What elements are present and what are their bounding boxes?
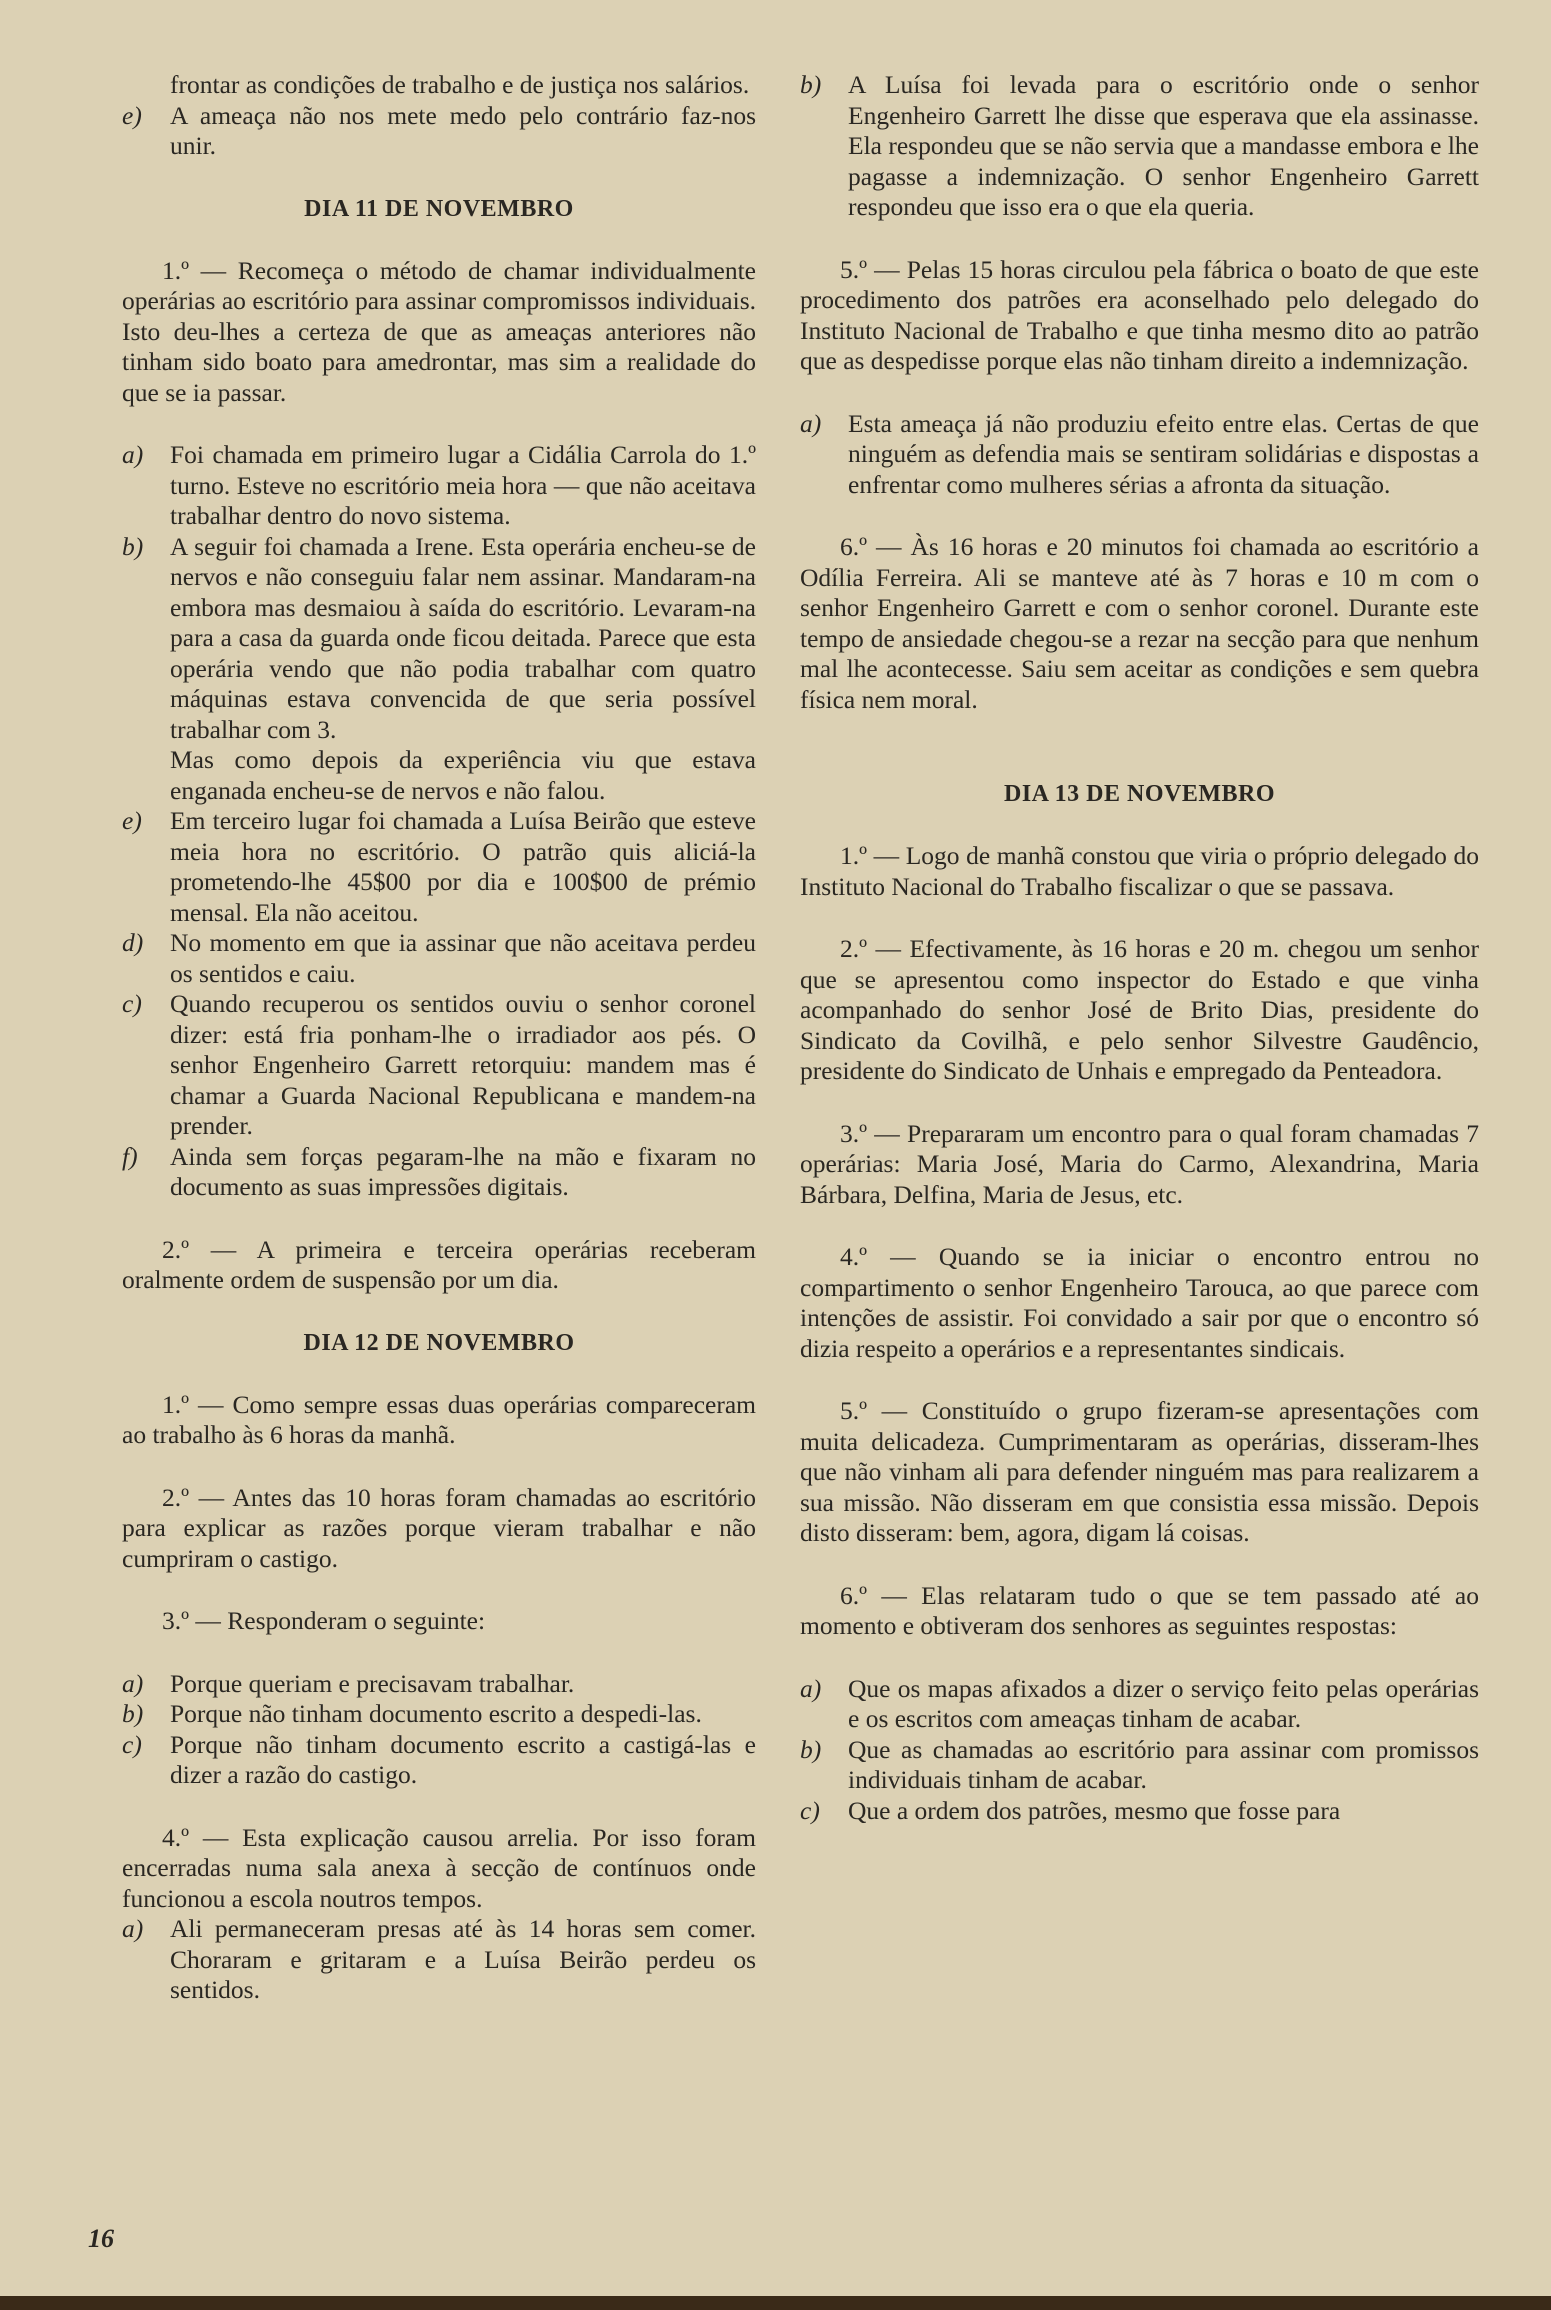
paragraph: 4.º — Esta explicação causou arrelia. Por isso foram encerradas numa sala anexa à secção de contínuos onde funcionou a escola noutros tempos. bbox=[122, 1822, 756, 1913]
list-text: A Luísa foi levada para o escritório onde o senhor Engenheiro Garrett lhe disse que esperava que ela assinasse. Ela respondeu que se não servia que a mandasse embora e lhe pagasse a indemnização. O senhor Engenheiro Garrett respondeu que isso era o que ela queria. bbox=[848, 70, 1479, 221]
list-item bbox=[122, 806, 756, 928]
list-label: a) bbox=[122, 440, 144, 469]
right-column bbox=[800, 70, 1479, 1826]
paragraph: 5.º — Constituído o grupo fizeram-se apresentações com muita delicadeza. Cumprimentaram as operárias, disseram-lhes que não vinham ali para defender ninguém mas para realizarem a sua missão. Não disseram em que consistia essa missão. Depois disto disseram: bem, agora, digam lá coisas. bbox=[800, 1396, 1479, 1547]
list-text: Foi chamada em primeiro lugar a Cidália Carrola do 1.º turno. Esteve no escritório meia hora — que não aceitava trabalhar dentro do novo sistema. bbox=[170, 440, 756, 530]
list-item bbox=[122, 101, 756, 162]
list-item bbox=[122, 989, 756, 1142]
list-label: b) bbox=[800, 70, 822, 99]
paragraph: 2.º — Antes das 10 horas foram chamadas ao escritório para explicar as razões porque vieram trabalhar e não cumpriram o castigo. bbox=[122, 1482, 756, 1573]
paragraph: 3.º — Prepararam um encontro para o qual foram chamadas 7 operárias: Maria José, Maria do Carmo, Alexandrina, Maria Bárbara, Delfina, Maria de Jesus, etc. bbox=[800, 1118, 1479, 1209]
list-item bbox=[122, 532, 756, 746]
list-item bbox=[122, 928, 756, 989]
section-heading-dia-11: DIA 11 DE NOVEMBRO bbox=[304, 195, 574, 222]
paragraph: 1.º — Logo de manhã constou que viria o próprio delegado do Instituto Nacional do Trabalho fiscalizar o que se passava. bbox=[800, 841, 1479, 901]
list-text: Esta ameaça já não produziu efeito entre elas. Certas de que ninguém as defendia mais se sentiram solidárias e dispostas a enfrentar como mulheres sérias a afronta da situação. bbox=[848, 408, 1479, 499]
list-item bbox=[122, 1669, 756, 1700]
list-label: c) bbox=[122, 989, 142, 1018]
section-heading-dia-13: DIA 13 DE NOVEMBRO bbox=[1003, 781, 1276, 807]
list-label: a) bbox=[800, 408, 822, 438]
list-text: Porque não tinham documento escrito a castigá-las e dizer a razão do castigo. bbox=[170, 1729, 756, 1789]
list-item bbox=[800, 1674, 1479, 1735]
list-item bbox=[122, 1142, 756, 1203]
list-text: A ameaça não nos mete medo pelo contrário faz-nos unir. bbox=[170, 100, 756, 160]
paragraph: 3.º — Responderam o seguinte: bbox=[162, 1606, 486, 1635]
paragraph: 1.º — Recomeça o método de chamar individualmente operárias ao escritório para assinar compromissos individuais. Isto deu-lhes a certeza de que as ameaças anteriores não tinham sido boato para amedrontar, mas sim a realidade do que se ia passar. bbox=[122, 255, 756, 407]
list-text: Em terceiro lugar foi chamada a Luísa Beirão que esteve meia hora no escritório. O patrão quis aliciá-la prometendo-lhe 45$00 por dia e 100$00 de prémio mensal. Ela não aceitou. bbox=[170, 806, 756, 927]
list-item bbox=[122, 1914, 756, 2006]
list-label: c) bbox=[800, 1795, 820, 1825]
paragraph: 1.º — Como sempre essas duas operárias compareceram ao trabalho às 6 horas da manhã. bbox=[122, 1389, 756, 1449]
list-label: e) bbox=[122, 100, 142, 130]
list-label: a) bbox=[122, 1914, 144, 1943]
list-item bbox=[800, 70, 1479, 223]
list-text: Que os mapas afixados a dizer o serviço feito pelas operárias e os escritos com ameaças tinham de acabar. bbox=[848, 1673, 1479, 1733]
list-item bbox=[122, 440, 756, 532]
list-label: c) bbox=[122, 1729, 142, 1759]
list-text: Porque não tinham documento escrito a despedi-las. bbox=[170, 1699, 702, 1728]
list-item bbox=[122, 1699, 756, 1730]
list-text: Quando recuperou os sentidos ouviu o senhor coronel dizer: está fria ponham-lhe o irradiador aos pés. O senhor Engenheiro Garrett retorquiu: mandem mas é chamar a Guarda Nacional Republicana e mandem-na prender. bbox=[170, 989, 756, 1140]
section-heading-dia-12: DIA 12 DE NOVEMBRO bbox=[303, 1329, 575, 1356]
list-label: d) bbox=[122, 928, 144, 957]
list-label: a) bbox=[800, 1673, 822, 1703]
paragraph: 6.º — Às 16 horas e 20 minutos foi chamada ao escritório a Odília Ferreira. Ali se manteve até às 7 horas e 10 m com o senhor Engenheiro Garrett e com o senhor coronel. Durante este tempo de ansiedade chegou-se a rezar na secção para que nenhum mal lhe acontecesse. Saiu sem aceitar as condições e sem quebra física nem moral. bbox=[800, 532, 1479, 714]
paragraph: 2.º — Efectivamente, às 16 horas e 20 m. chegou um senhor que se apresentou como inspector do Estado e que vinha acompanhado do senhor José de Brito Dias, presidente do Sindicato da Covilhã, e pelo senhor Silvestre Gaudêncio, presidente do Sindicato de Unhais e empregado da Penteadora. bbox=[800, 934, 1479, 1085]
list-label: a) bbox=[122, 1668, 144, 1698]
list-item bbox=[800, 1796, 1479, 1827]
paragraph: 5.º — Pelas 15 horas circulou pela fábrica o boato de que este procedimento dos patrões era aconselhado pelo delegado do Instituto Nacional de Trabalho e que tinha mesmo dito ao patrão que as despedisse porque elas não tinham direito a indemnização. bbox=[800, 254, 1479, 375]
paragraph: 6.º — Elas relataram tudo o que se tem passado até ao momento e obtiveram dos senhores as seguintes respostas: bbox=[800, 1580, 1479, 1640]
page-number: 16 bbox=[88, 2224, 114, 2253]
list-text: Que as chamadas ao escritório para assinar com promissos individuais tinham de acabar. bbox=[848, 1734, 1479, 1794]
list-text: Que a ordem dos patrões, mesmo que fosse para bbox=[848, 1795, 1341, 1825]
list-label: e) bbox=[122, 806, 142, 835]
list-label: b) bbox=[122, 1699, 144, 1728]
list-text: No momento em que ia assinar que não aceitava perdeu os sentidos e caiu. bbox=[170, 928, 756, 988]
list-text: A seguir foi chamada a Irene. Esta operária encheu-se de nervos e não conseguiu falar nem assinar. Mandaram-na embora mas desmaiou à saída do escritório. Levaram-na para a casa da guarda onde ficou deitada. Parece que esta operária vendo que não podia trabalhar com quatro máquinas estava convencida de que seria possível trabalhar com 3. bbox=[170, 531, 756, 744]
list-text: Ali permaneceram presas até às 14 horas sem comer. Choraram e gritaram e a Luísa Beirão perdeu os sentidos. bbox=[170, 1914, 756, 2004]
list-label: b) bbox=[800, 1734, 822, 1764]
list-continuation: Mas como depois da experiência viu que estava enganada encheu-se de nervos e não falou. bbox=[170, 745, 756, 805]
list-text: Ainda sem forças pegaram-lhe na mão e fixaram no documento as suas impressões digitais. bbox=[170, 1141, 756, 1201]
list-label: b) bbox=[122, 531, 144, 561]
paragraph: 4.º — Quando se ia iniciar o encontro entrou no compartimento o senhor Engenheiro Tarouca, ao que parece com intenções de assistir. Foi convidado a sair por que o encontro só dizia respeito a operários e a representantes sindicais. bbox=[800, 1242, 1479, 1363]
scan-edge-divider bbox=[0, 2296, 1551, 2310]
paragraph-continuation: frontar as condições de trabalho e de justiça nos salários. bbox=[170, 70, 750, 99]
list-item bbox=[122, 1730, 756, 1791]
list-text: Porque queriam e precisavam trabalhar. bbox=[170, 1668, 575, 1698]
left-column bbox=[122, 70, 756, 2006]
list-label: f) bbox=[122, 1141, 138, 1171]
paragraph: 2.º — A primeira e terceira operárias receberam oralmente ordem de suspensão por um dia. bbox=[122, 1234, 756, 1294]
list-item bbox=[800, 409, 1479, 501]
list-item bbox=[800, 1735, 1479, 1796]
